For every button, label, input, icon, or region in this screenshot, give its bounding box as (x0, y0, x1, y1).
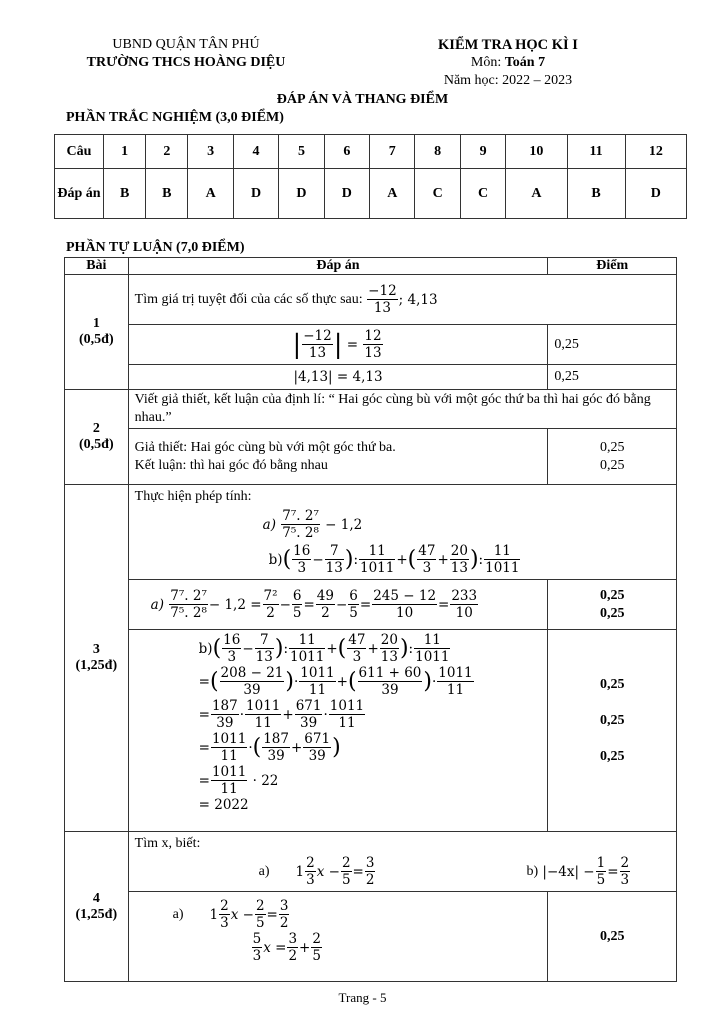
mc-q: 5 (279, 135, 324, 169)
mc-q: 7 (370, 135, 415, 169)
bai4-prompt: Tìm x, biết: a) 1 2 3 x − $\frac{2}{5}$ = $\frac{3}{2}$ b) |−4x| − $\frac{1}{5}$ = $\frac{2}{3}$ (128, 832, 676, 892)
mc-a: A (370, 169, 415, 219)
bai1-score1: 0,25 (548, 325, 677, 365)
bai4-prompt-row (65, 832, 677, 892)
mc-question-row (55, 135, 687, 169)
bai3-b-scores: 0,25 0,25 0,25 (548, 630, 677, 832)
bai2-label: 2 (0,5đ) (65, 390, 129, 485)
school-name: TRƯỜNG THCS HOÀNG DIỆU (86, 55, 286, 70)
bai1-prompt: Tìm giá trị tuyệt đối của các số thực sau: −12 13 ; 4,13 (128, 275, 676, 325)
page-footer: Trang - 5 (338, 990, 387, 1005)
bai3-task-b: b) ( 16 3 − $\frac{7}{13}$ ) : 11 1011 + ( 47 3 + $\frac{20}{13}$ ) : 11 1011 (268, 543, 520, 576)
mc-a: D (233, 169, 278, 219)
mc-q: 3 (188, 135, 233, 169)
mc-q: 4 (233, 135, 278, 169)
mc-a: D (279, 169, 324, 219)
mc-a-label: Đáp án (55, 169, 104, 219)
bai1-score2: 0,25 (548, 365, 677, 390)
exam-subject: Môn: Toán 7 (470, 55, 546, 70)
col-dap-an: Đáp án (128, 258, 548, 275)
bai2-prompt: Viết giả thiết, kết luận của định lí: “ Hai góc cùng bù với một góc thứ ba thì hai góc đó bằng nhau.” (128, 390, 676, 429)
bai3-label: 3 (1,25đ) (65, 485, 129, 832)
bai3-a-scores: 0,25 0,25 (548, 580, 677, 630)
bai3-b-solution-row (65, 630, 677, 832)
bai2-gt: Giả thiết: Hai góc cùng bù với một góc thứ ba. (134, 439, 396, 455)
mc-a: C (415, 169, 460, 219)
page-title: ĐÁP ÁN VÀ THANG ĐIỂM (276, 92, 449, 107)
mc-section-title: PHẦN TRẮC NGHIỆM (3,0 ĐIỂM) (66, 110, 284, 125)
bai3-task-a: a) 7⁷. 2⁷ 7⁵. 2⁸ − 1,2 (262, 508, 363, 541)
fraction: −12 13 (368, 283, 397, 316)
header-left (66, 36, 306, 72)
bai1-step1-row (65, 325, 677, 365)
district-name: UBND QUẬN TÂN PHÚ (112, 37, 260, 52)
essay-table (64, 257, 677, 982)
mc-q: 11 (567, 135, 625, 169)
header-right (400, 36, 616, 90)
bai2-scores: 0,25 0,25 (548, 429, 677, 485)
bai3-a-solution: a) 7⁷. 2⁷ 7⁵. 2⁸ − 1,2 = $\frac{\text{7²}}{2}$ − $\frac{6}{5}$ = $\frac{49}{2}$ − $\frac{6}{5}$ = $\frac{245 - 12}{10}$ = $\frac{233}{10}$ (128, 580, 548, 630)
mc-q: 10 (506, 135, 567, 169)
mc-a: B (146, 169, 188, 219)
bai3-b-solution: b) ( 16 3 − $\frac{7}{13}$ ) : 11 1011 + ( 47 3 + $\frac{20}{13}$ ) : 11 1011 = ( 208 − 21 39 ) · 1011 11 + ( 611 + 60 39 ) · 1011 11 = $\frac{187}{39}$ · 1011 11 + $\frac{671}{39}$ · 1011 11 = $\frac{1011}{11}$ · ( 187 39 + $\frac{671}{39}$ ) = $\frac{1011}{11}$ · 22 = 2022 (128, 630, 548, 832)
mc-q-label: Câu (55, 135, 104, 169)
mc-a: A (188, 169, 233, 219)
bai1-prompt-row (65, 275, 677, 325)
mc-table (54, 134, 687, 219)
bai3-a-solution-row (65, 580, 677, 630)
mc-answer-row (55, 169, 687, 219)
mc-q: 9 (460, 135, 505, 169)
bai2-kl: Kết luận: thì hai góc đó bằng nhau (134, 457, 328, 473)
exam-title: KIỂM TRA HỌC KÌ I (438, 37, 578, 53)
bai2-answer-row (65, 429, 677, 485)
col-bai: Bài (65, 258, 129, 275)
mc-a: D (625, 169, 686, 219)
col-diem: Điểm (548, 258, 677, 275)
bai2-prompt-row (65, 390, 677, 429)
bai4-a-solution-row (65, 892, 677, 982)
bai1-step2-row (65, 365, 677, 390)
mc-q: 2 (146, 135, 188, 169)
bai4-label: 4 (1,25đ) (65, 832, 129, 982)
mc-a: C (460, 169, 505, 219)
bai2-answer (128, 429, 548, 485)
exam-year: Năm học: 2022 – 2023 (443, 73, 573, 88)
mc-a: B (567, 169, 625, 219)
bai1-step1: | −12 13 | = $\frac{12}{13}$ (128, 325, 548, 365)
bai4-a-solution: a) 1 2 3 x − $\frac{2}{5}$ = $\frac{3}{2}$ 5 3 x = $\frac{3}{2}$ + $\frac{2}{5}$ (128, 892, 548, 982)
bai1-label: 1 (0,5đ) (65, 275, 129, 390)
bai3-prompt: Thực hiện phép tính: a) 7⁷. 2⁷ 7⁵. 2⁸ − 1,2 b) ( 16 3 − $\frac{7}{13}$ ) : 11 1011 + ( 47 3 + $\frac{20}{13}$ ) : 11 1011 (128, 485, 676, 580)
mc-q: 12 (625, 135, 686, 169)
bai1-step2: |4,13| = 4,13 (128, 365, 548, 390)
bai3-b-final: = 2022 (198, 797, 249, 813)
bai3-prompt-row (65, 485, 677, 580)
mc-a: B (104, 169, 146, 219)
mc-q: 1 (104, 135, 146, 169)
mc-a: A (506, 169, 567, 219)
mc-q: 8 (415, 135, 460, 169)
mc-a: D (324, 169, 369, 219)
mc-q: 6 (324, 135, 369, 169)
bai4-a-score: 0,25 (548, 892, 677, 982)
essay-header-row (65, 258, 677, 275)
essay-section-title: PHẦN TỰ LUẬN (7,0 ĐIỂM) (66, 240, 245, 255)
